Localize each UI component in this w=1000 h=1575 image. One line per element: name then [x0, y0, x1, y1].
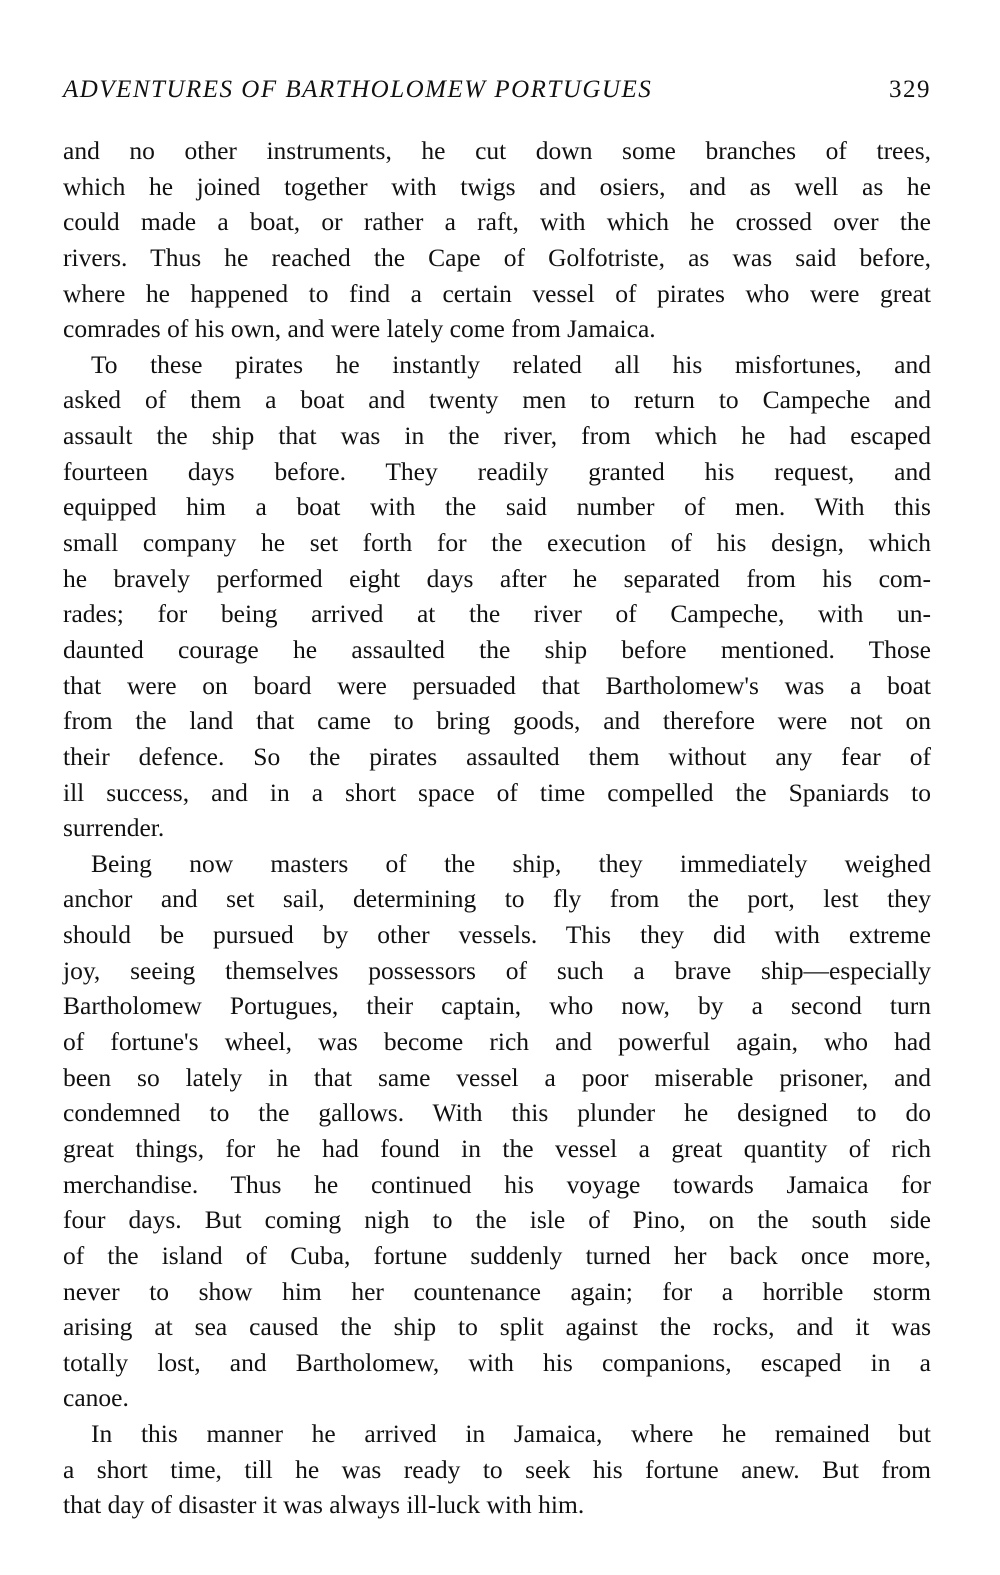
text-line: could made a boat, or rather a raft, with which he crossed over the	[63, 207, 931, 237]
text-line: that day of disaster it was always ill-luck with him.	[63, 1490, 585, 1520]
text-line: from the land that came to bring goods, and therefore were not on	[63, 706, 931, 736]
text-line: he bravely performed eight days after he separated from his com-	[63, 563, 931, 593]
running-header	[63, 76, 931, 112]
text-line: equipped him a boat with the said number of men. With this	[63, 492, 931, 522]
text-line: comrades of his own, and were lately come from Jamaica.	[63, 314, 656, 344]
text-line: four days. But coming nigh to the isle of Pino, on the south side	[63, 1205, 931, 1235]
text-line: of fortune's wheel, was become rich and powerful again, who had	[63, 1027, 931, 1057]
text-line: that were on board were persuaded that Bartholomew's was a boat	[63, 670, 931, 700]
text-line: condemned to the gallows. With this plunder he designed to do	[63, 1098, 931, 1128]
text-line: where he happened to find a certain vessel of pirates who were great	[63, 278, 931, 308]
text-line: a short time, till he was ready to seek his fortune anew. But from	[63, 1454, 931, 1484]
text-line: been so lately in that same vessel a poor miserable prisoner, and	[63, 1062, 931, 1092]
text-line: asked of them a boat and twenty men to return to Campeche and	[63, 385, 931, 415]
text-line: never to show him her countenance again; for a horrible storm	[63, 1276, 931, 1306]
page-body	[63, 133, 931, 1523]
text-line: ill success, and in a short space of time compelled the Spaniards to	[63, 777, 931, 807]
text-line: anchor and set sail, determining to fly from the port, lest they	[63, 884, 931, 914]
text-line: In this manner he arrived in Jamaica, where he remained but	[91, 1419, 931, 1449]
text-line: Bartholomew Portugues, their captain, who now, by a second turn	[63, 991, 931, 1021]
text-line: small company he set forth for the execution of his design, which	[63, 528, 931, 558]
text-line: surrender.	[63, 813, 165, 843]
text-line: rivers. Thus he reached the Cape of Golfotriste, as was said before,	[63, 242, 931, 272]
text-line: should be pursued by other vessels. This they did with extreme	[63, 920, 931, 950]
paragraph	[63, 1416, 931, 1523]
text-line: canoe.	[63, 1383, 129, 1413]
text-line: merchandise. Thus he continued his voyage towards Jamaica for	[63, 1169, 931, 1199]
running-title: ADVENTURES OF BARTHOLOMEW PORTUGUES	[63, 76, 653, 103]
paragraph	[63, 846, 931, 1416]
text-line: and no other instruments, he cut down some branches of trees,	[63, 136, 931, 165]
text-line: their defence. So the pirates assaulted them without any fear of	[63, 741, 931, 771]
text-line: which he joined together with twigs and osiers, and as well as he	[63, 171, 931, 201]
text-line: of the island of Cuba, fortune suddenly turned her back once more,	[63, 1240, 931, 1270]
text-line: rades; for being arrived at the river of Campeche, with un-	[63, 599, 931, 629]
paragraph	[63, 347, 931, 846]
text-line: assault the ship that was in the river, from which he had escaped	[63, 421, 931, 451]
text-line: great things, for he had found in the vessel a great quantity of rich	[63, 1133, 931, 1163]
text-line: totally lost, and Bartholomew, with his companions, escaped in a	[63, 1347, 931, 1377]
text-line: To these pirates he instantly related all his misfortunes, and	[91, 349, 931, 379]
paragraph	[63, 133, 931, 347]
text-line: arising at sea caused the ship to split against the rocks, and it was	[63, 1312, 931, 1342]
text-line: fourteen days before. They readily granted his request, and	[63, 456, 931, 486]
text-line: Being now masters of the ship, they immediately weighed	[91, 848, 931, 878]
page-number: 329	[889, 76, 931, 103]
text-line: joy, seeing themselves possessors of such a brave ship—especially	[63, 955, 931, 985]
text-line: daunted courage he assaulted the ship before mentioned. Those	[63, 634, 931, 664]
